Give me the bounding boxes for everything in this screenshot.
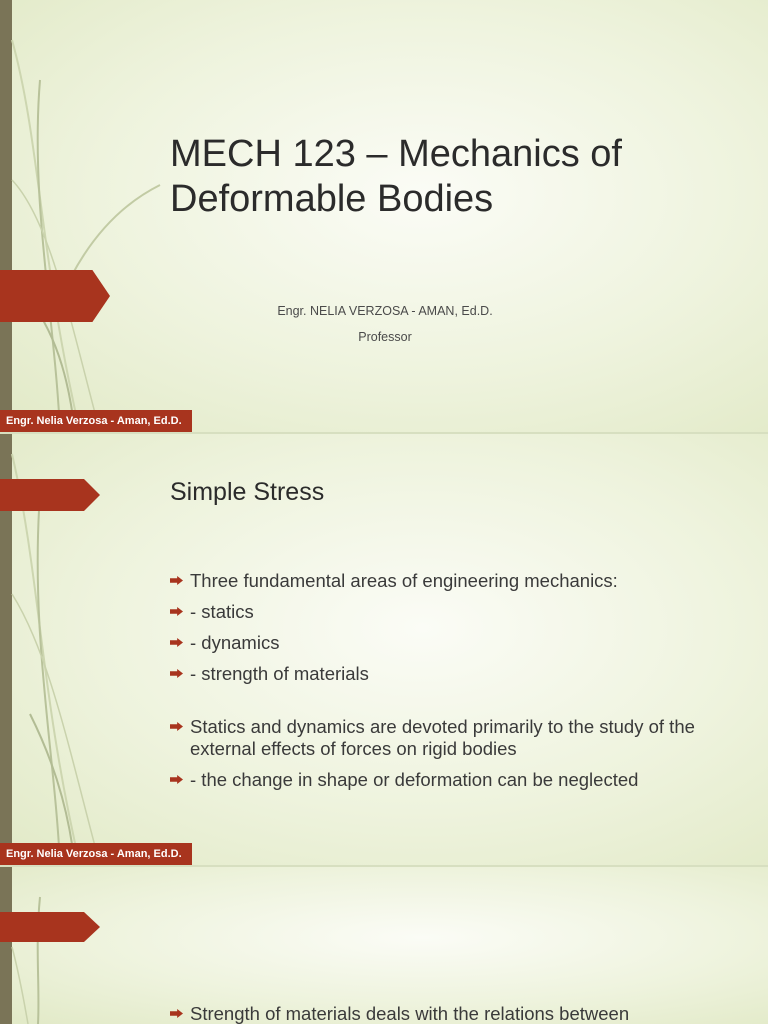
list-item: Three fundamental areas of engineering mechanics: (170, 570, 740, 592)
list-item: - strength of materials (170, 663, 740, 685)
bullet-list (170, 570, 740, 800)
list-item: Strength of materials deals with the relations between (170, 1003, 750, 1024)
list-item: Statics and dynamics are devoted primarily to the study of the external effects of forces on rigid bodies (170, 716, 740, 760)
bullet-arrow-icon (170, 669, 183, 678)
bullet-arrow-icon (170, 1009, 183, 1018)
accent-arrow-tab (0, 479, 100, 511)
bullet-list (170, 1003, 750, 1024)
bullet-arrow-icon (170, 576, 183, 585)
slide-heading: Simple Stress (170, 478, 325, 506)
strength-slide (0, 867, 768, 1024)
decorative-stems-icon (0, 867, 200, 1024)
title-slide (0, 0, 768, 432)
list-item: - dynamics (170, 632, 740, 654)
accent-arrow-tab (0, 912, 100, 942)
accent-arrow-tab (0, 270, 110, 322)
bullet-spacer (170, 694, 740, 716)
footer-label: Engr. Nelia Verzosa - Aman, Ed.D. (0, 410, 192, 432)
slide-title: MECH 123 – Mechanics of Deformable Bodies (170, 133, 622, 220)
simple-stress-slide (0, 434, 768, 865)
bullet-arrow-icon (170, 607, 183, 616)
author-name: Engr. NELIA VERZOSA - AMAN, Ed.D. (277, 304, 493, 318)
list-item: - statics (170, 601, 740, 623)
author-role: Professor (358, 330, 412, 344)
list-item: - the change in shape or deformation can be neglected (170, 769, 740, 791)
bullet-arrow-icon (170, 638, 183, 647)
bullet-arrow-icon (170, 775, 183, 784)
footer-label: Engr. Nelia Verzosa - Aman, Ed.D. (0, 843, 192, 865)
bullet-arrow-icon (170, 722, 183, 731)
